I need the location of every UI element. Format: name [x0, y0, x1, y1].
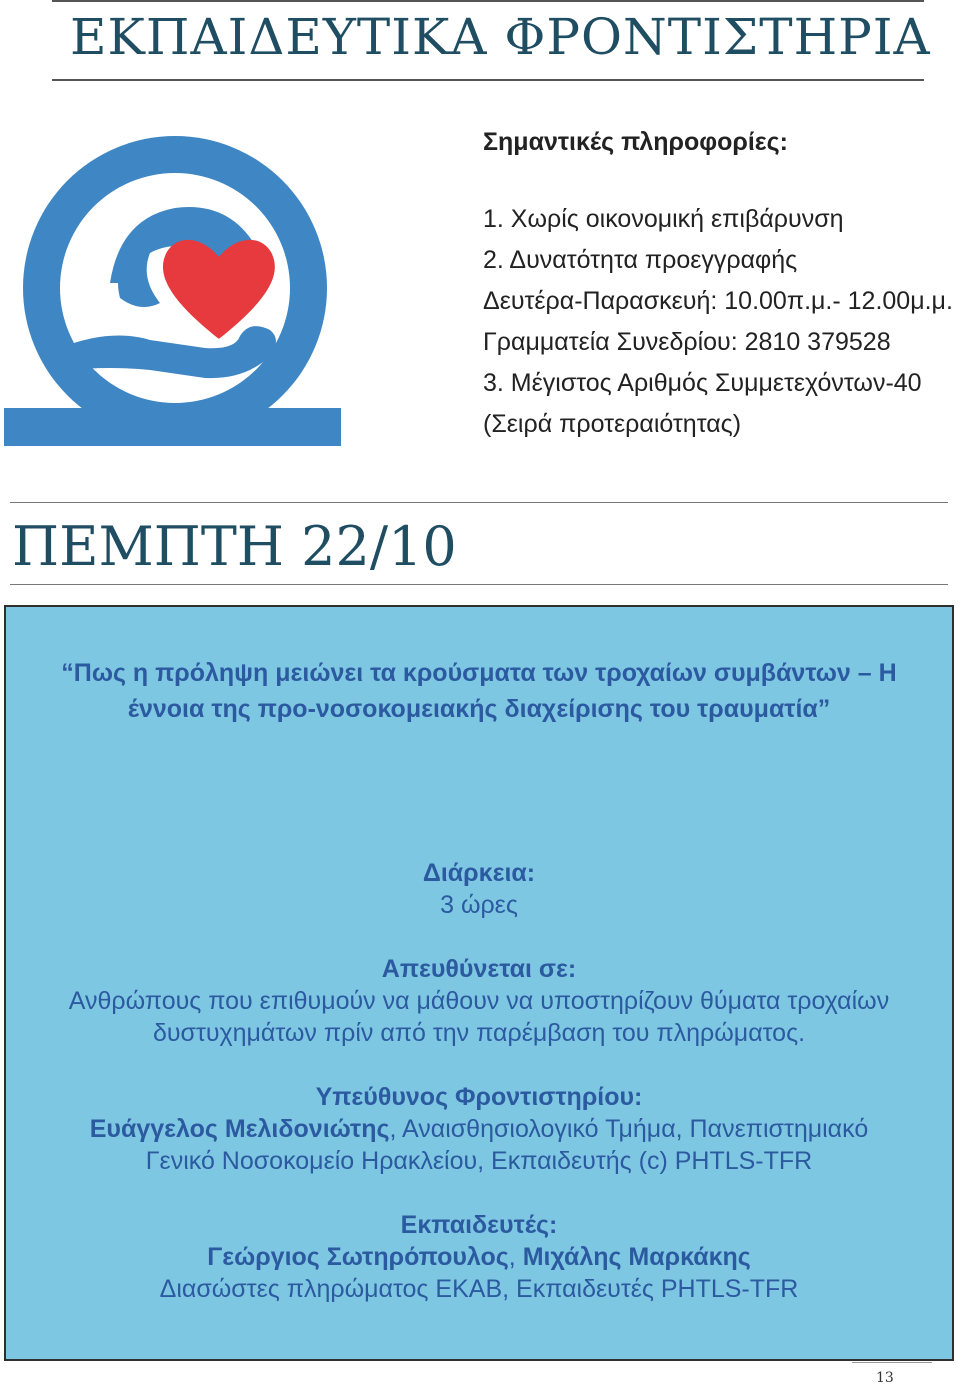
course-title: [6, 655, 952, 727]
responsible-name: Ευάγγελος Μελιδονιώτης: [89, 1115, 390, 1143]
course-title-line: “Πως η πρόληψη μειώνει τα κρούσματα των τροχαίων συμβάντων – Η: [61, 659, 897, 687]
trainer-separator: ,: [508, 1243, 523, 1271]
info-line: Γραμματεία Συνεδρίου: 2810 379528: [483, 328, 891, 356]
trainers-label: Εκπαιδευτές:: [400, 1211, 558, 1239]
trainers-section: [6, 1209, 952, 1305]
responsible-line: [6, 1113, 952, 1145]
info-heading: Σημαντικές πληροφορίες:: [483, 128, 788, 156]
info-line: 2. Δυνατότητα προεγγραφής: [483, 246, 798, 274]
duration-label: Διάρκεια:: [422, 859, 536, 887]
trainer-name: Μιχάλης Μαρκάκης: [522, 1243, 751, 1271]
trainer-name: Γεώργιος Σωτηρόπουλος: [207, 1243, 509, 1271]
duration-section: [6, 857, 952, 921]
responsible-affiliation: , Αναισθησιολογικό Τμήμα, Πανεπιστημιακό: [389, 1115, 869, 1143]
day-title: ΠΕΜΠΤΗ 22/10: [12, 515, 457, 578]
course-box: [4, 605, 954, 1361]
info-line: 3. Μέγιστος Αριθμός Συμμετεχόντων-40: [483, 369, 922, 397]
important-info: [483, 128, 953, 445]
trainers-names: [6, 1241, 952, 1273]
day-top-rule: [10, 502, 948, 503]
course-title-line: έννοια της προ-νοσοκομειακής διαχείρισης του τραυματία”: [127, 695, 831, 723]
audience-section: [6, 953, 952, 1049]
duration-value: 3 ώρες: [440, 891, 518, 919]
audience-label: Απευθύνεται σε:: [381, 955, 577, 983]
header-bottom-rule: [52, 79, 924, 81]
day-bottom-rule: [10, 584, 948, 585]
trainers-line: Διασώστες πληρώματος ΕΚΑΒ, Εκπαιδευτές PHTLS-TFR: [159, 1275, 799, 1303]
info-line: Δευτέρα-Παρασκευή: 10.00π.μ.- 12.00μ.μ.: [483, 287, 953, 315]
responsible-line: Γενικό Νοσοκομείο Ηρακλείου, Εκπαιδευτής (c) PHTLS-TFR: [145, 1147, 813, 1175]
audience-line: δυστυχημάτων πρίν από την παρέμβαση του πληρώματος.: [152, 1019, 806, 1047]
footer-rule: [852, 1362, 932, 1363]
audience-line: Ανθρώπους που επιθυμούν να μάθουν να υποστηρίζουν θύματα τροχαίων: [68, 987, 890, 1015]
care-logo-icon: [0, 108, 345, 448]
responsible-section: [6, 1081, 952, 1177]
page-number: 13: [876, 1370, 894, 1386]
responsible-label: Υπεύθυνος Φροντιστηρίου:: [315, 1083, 643, 1111]
info-line: 1. Χωρίς οικονομική επιβάρυνση: [483, 205, 844, 233]
page-title: ΕΚΠΑΙΔΕΥΤΙΚΑ ΦΡΟΝΤΙΣΤΗΡΙΑ: [70, 8, 931, 66]
header-top-rule: [52, 0, 924, 2]
info-line: (Σειρά προτεραιότητας): [483, 410, 742, 438]
